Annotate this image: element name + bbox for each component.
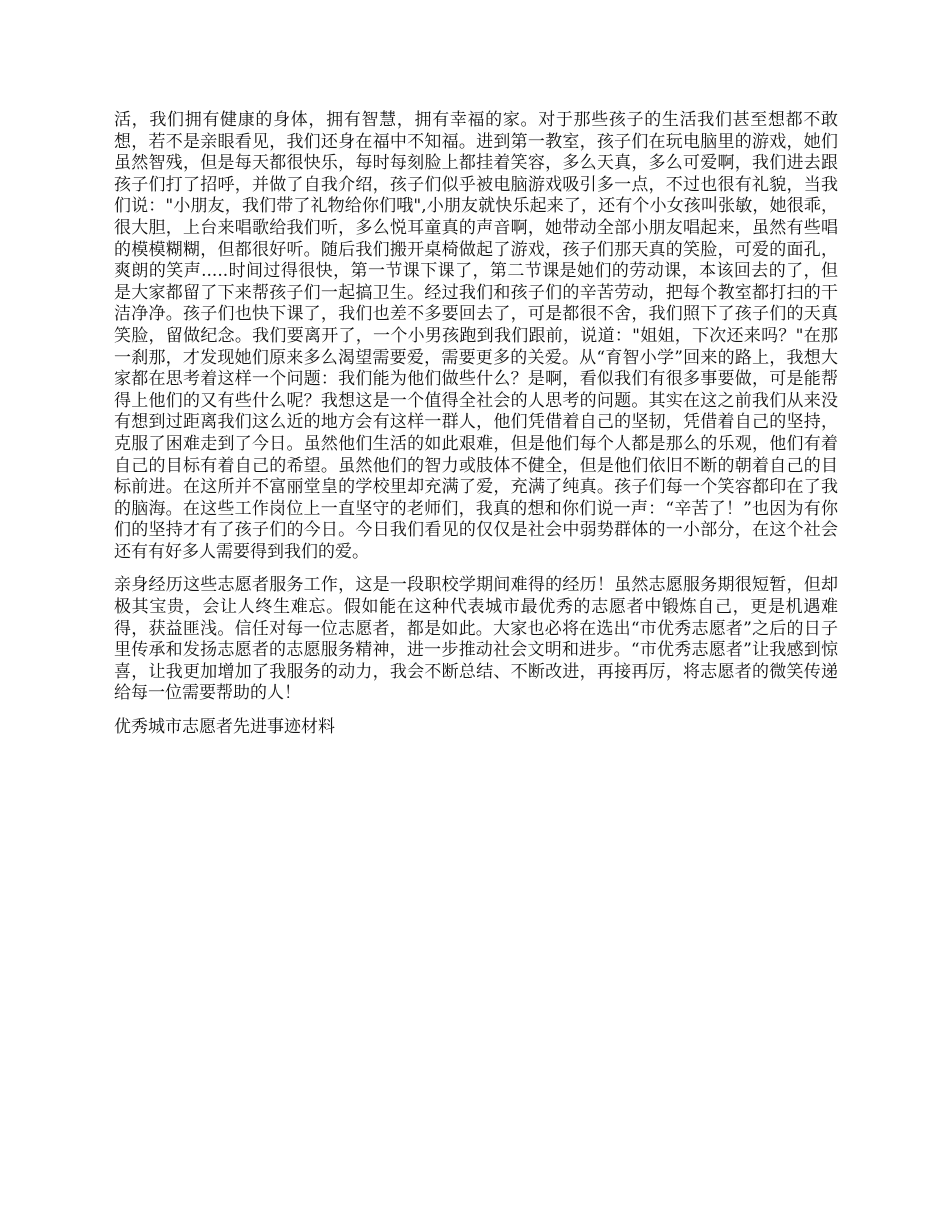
document-title-line: 优秀城市志愿者先进事迹材料	[114, 717, 335, 738]
document-page	[114, 110, 838, 751]
body-paragraph-2: 亲身经历这些志愿者服务工作，这是一段职校学期间难得的经历！虽然志愿服务期很短暂，但却极其宝贵，会让人终生难忘。假如能在这种代表城市最优秀的志愿者中锻炼自己，更是机遇难得，获益匪浅。信任对每一位志愿者，都是如此。大家也必将在选出“市优秀志愿者”之后的日子里传承和发扬志愿者的志愿服务精神，进一步推动社会文明和进步。“市优秀志愿者”让我感到惊喜，让我更加增加了我服务的动力，我会不断总结、不断改进，再接再厉，将志愿者的微笑传递给每一位需要帮助的人！	[114, 575, 838, 704]
body-paragraph-1: 活，我们拥有健康的身体，拥有智慧，拥有幸福的家。对于那些孩子的生活我们甚至想都不敢想，若不是亲眼看见，我们还身在福中不知福。进到第一教室，孩子们在玩电脑里的游戏，她们虽然智残，但是每天都很快乐，每时每刻脸上都挂着笑容，多么天真，多么可爱啊，我们进去跟孩子们打了招呼，并做了自我介绍，孩子们似乎被电脑游戏吸引多一点，不过也很有礼貌，当我们说："小朋友，我们带了礼物给你们哦",小朋友就快乐起来了，还有个小女孩叫张敏，她很乖，很大胆，上台来唱歌给我们听，多么悦耳童真的声音啊，她带动全部小朋友唱起来，虽然有些唱的模模糊糊，但都很好听。随后我们搬开桌椅做起了游戏，孩子们那天真的笑脸，可爱的面孔，爽朗的笑声.....时间过得很快，第一节课下课了，第二节课是她们的劳动课，本该回去的了，但是大家都留了下来帮孩子们一起搞卫生。经过我们和孩子们的辛苦劳动，把每个教室都打扫的干洁净净。孩子们也快下课了，我们也差不多要回去了，可是都很不舍，我们照下了孩子们的天真笑脸，留做纪念。我们要离开了，一个小男孩跑到我们跟前，说道："姐姐，下次还来吗？"在那一刹那，才发现她们原来多么渴望需要爱，需要更多的关爱。从“育智小学”回来的路上，我想大家都在思考着这样一个问题：我们能为他们做些什么？是啊，看似我们有很多事要做，可是能帮得上他们的又有些什么呢？我想这是一个值得全社会的人思考的问题。其实在这之前我们从来没有想到过距离我们这么近的地方会有这样一群人，他们凭借着自己的坚韧，凭借着自己的坚持，克服了困难走到了今日。虽然他们生活的如此艰难，但是他们每个人都是那么的乐观，他们有着自己的目标有着自己的希望。虽然他们的智力或肢体不健全，但是他们依旧不断的朝着自己的目标前进。在这所并不富丽堂皇的学校里却充满了爱，充满了纯真。孩子们每一个笑容都印在了我的脑海。在这些工作岗位上一直坚守的老师们，我真的想和你们说一声：“辛苦了！”也因为有你们的坚持才有了孩子们的今日。今日我们看见的仅仅是社会中弱势群体的一小部分，在这个社会还有有好多人需要得到我们的爱。	[114, 110, 838, 562]
